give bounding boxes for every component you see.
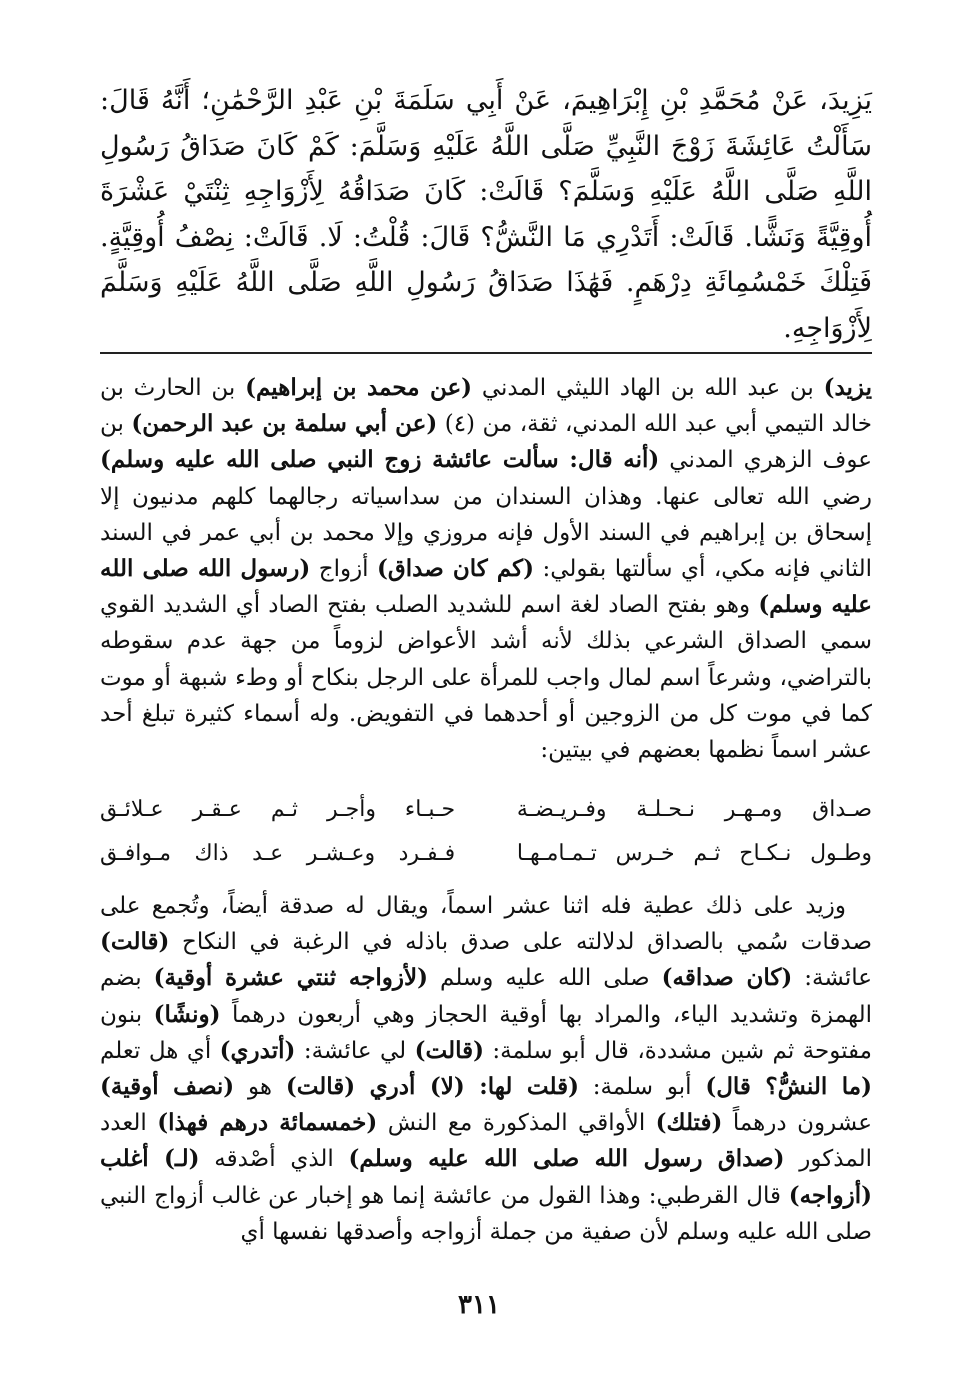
commentary-text: صلى الله عليه وسلم [428,965,662,992]
footnote-divider [100,352,872,354]
commentary-text: بن الحارث بن خالد التيمي أبي عبد الله المدني، ثقة، من (٤) [100,375,872,438]
commentary-bold: (عن أبي سلمة بن عبد الرحمن) [131,410,438,438]
commentary-bold: (أنه قال: سألت عائشة زوج النبي صلى الله عليه وسلم) [100,446,660,474]
commentary-text: أزواج [310,556,378,583]
commentary-bold: (نصف أوقية) [100,1073,235,1101]
commentary-bold: (صداق رسول الله صلى الله عليه وسلم) [348,1145,785,1173]
commentary-bold: (ما النشُّ؟ قال) [705,1073,872,1101]
commentary-paragraph-2 [100,888,872,1250]
commentary-bold: (قلت لها: (لا) أدري (قالت) [285,1073,579,1101]
commentary-bold: يزيد) [823,374,873,401]
commentary-text: بن عبد الله بن الهاد الليثي المدني [472,375,824,401]
commentary-paragraph-1 [100,370,872,768]
matn-block [100,78,872,351]
commentary-text: قال القرطبي: وهذا القول من عائشة إنما هو إخبار عن غالب أزواج النبي صلى الله عليه وسلم لأن صفية من جملة أزواجه وأصدقها نفسها أي [100,1182,872,1245]
verse-first-half: وطـول نـكـاح ثـم خـرس تـمـامـهـا [516,841,872,866]
commentary-block [100,370,872,768]
commentary-bold: (قالت) [414,1036,484,1064]
page-number: ٣١١ [458,1290,500,1320]
commentary-bold: (ونشًا) [153,1000,221,1028]
commentary-text: أبو سلمة: [578,1074,706,1101]
commentary-bold: (لـ) أغلب (أزواجه) [100,1145,872,1209]
commentary-text: وزيد على ذلك عطية فله اثنا عشر اسماً، ويقال له صدقة أيضاً، وتُجمع على صدقات سُمي بالصداق لدلالته على صدق باذله في الرغبة في النكاح [100,893,872,956]
commentary-text: هو [234,1074,286,1101]
poem-verse [100,788,872,832]
commentary-text: عائشة: [792,965,873,992]
commentary-text: لي عائشة: [295,1037,415,1064]
commentary-bold: (رسول الله صلى الله عليه وسلم) [100,555,872,619]
commentary-text: الأواقي المذكورة مع النش [377,1110,656,1137]
commentary-bold: (فتلك) [655,1109,723,1137]
commentary-bold: (كان صداقه) [661,964,793,992]
commentary-text: وهو بفتح الصاد لغة اسم للشديد الصلب بفتح الصاد أي الشديد القوي سمي الصداق الشرعي بذلك لأنه أشد الأعواض لزوماً من جهة عدم سقوطه بالتراضي، وشرعاً اسم لمال واجب للمرأة على الرجل بنكاح أو وطء شبهة أو موت كما في موت كل من الزوجين أو أحدهما في التفويض. وله أسماء كثيرة تبلغ أحد عشر اسماً نظمها بعضهم في بيتين: [100,592,872,764]
verse-second-half: حـبـاء وأجـر ثـم عـقـر عـلائـق [100,797,456,822]
commentary-bold: (أتدري) [219,1036,296,1064]
hadith-text [100,78,872,351]
poem-verse [100,832,872,876]
commentary-text: بنون مفتوحة ثم شين مشددة، قال أبو سلمة: [100,1001,873,1064]
commentary-text: رضي الله تعالى عنها. وهذان السندان من سداسياته رجالهما كلهم مدنيون إلا إسحاق بن إبراهيم في السند الأول فإنه مروزي وإلا محمد بن أبي عمر في السند الثاني فإنه مكي، أي سألتها بقولي: [100,483,872,583]
commentary-text: عشرون درهماً [722,1110,872,1137]
commentary-text: بضم الهمزة وتشديد الياء، والمراد بها أوقية الحجاز وهي أربعون درهماً [100,965,872,1028]
verse-second-half: فـفـرد وعـشـر عـد ذاك مـوافـق [100,841,456,866]
commentary-block-2 [100,888,872,1250]
commentary-bold: (عن محمد بن إبراهيم) [245,374,473,401]
commentary-text: بن عوف الزهري المدني [100,411,872,474]
commentary-text: الذي أصْدقه [199,1146,349,1173]
poem-block [100,788,872,876]
commentary-text: أي هل تعلم [100,1037,220,1064]
commentary-bold: (كم كان صداق) [377,555,534,583]
verse-first-half: صـداق ومـهـر نـحـلـة وفـريـضـة [516,797,872,822]
commentary-bold: (لأزواجه ثنتي عشرة أوقية) [153,964,429,992]
commentary-text: العدد المذكور [100,1110,873,1173]
commentary-bold: (قالت) [100,928,170,956]
commentary-bold: (خمسمائة درهم فهذا) [157,1109,378,1137]
hadith-paragraph: يَزِيدَ، عَنْ مُحَمَّدِ بْنِ إِبْرَاهِيمَ، عَنْ أَبِي سَلَمَةَ بْنِ عَبْدِ الرَّحْمَٰنِ؛ أَنَّهُ قَالَ: سَأَلْتُ عَائِشَةَ زَوْجَ النَّبِيِّ صَلَّى اللَّهُ عَلَيْهِ وَسَلَّمَ: كَمْ كَانَ صَدَاقُ رَسُولِ اللَّهِ صَلَّى اللَّهُ عَلَيْهِ وَسَلَّمَ؟ قَالَتْ: كَانَ صَدَاقُهُ لِأَزْوَاجِهِ ثِنْتَيْ عَشْرَةَ أُوقِيَّةً وَنَشًّا. قَالَتْ: أَتَدْرِي مَا النَّشُّ؟ قَالَ: قُلْتُ: لَا. قَالَتْ: نِصْفُ أُوقِيَّةٍ. فَتِلْكَ خَمْسُمِائَةِ دِرْهَمٍ. فَهَٰذَا صَدَاقُ رَسُولِ اللَّهِ صَلَّى اللَّهُ عَلَيْهِ وَسَلَّمَ لِأَزْوَاجِهِ. [100,85,872,344]
